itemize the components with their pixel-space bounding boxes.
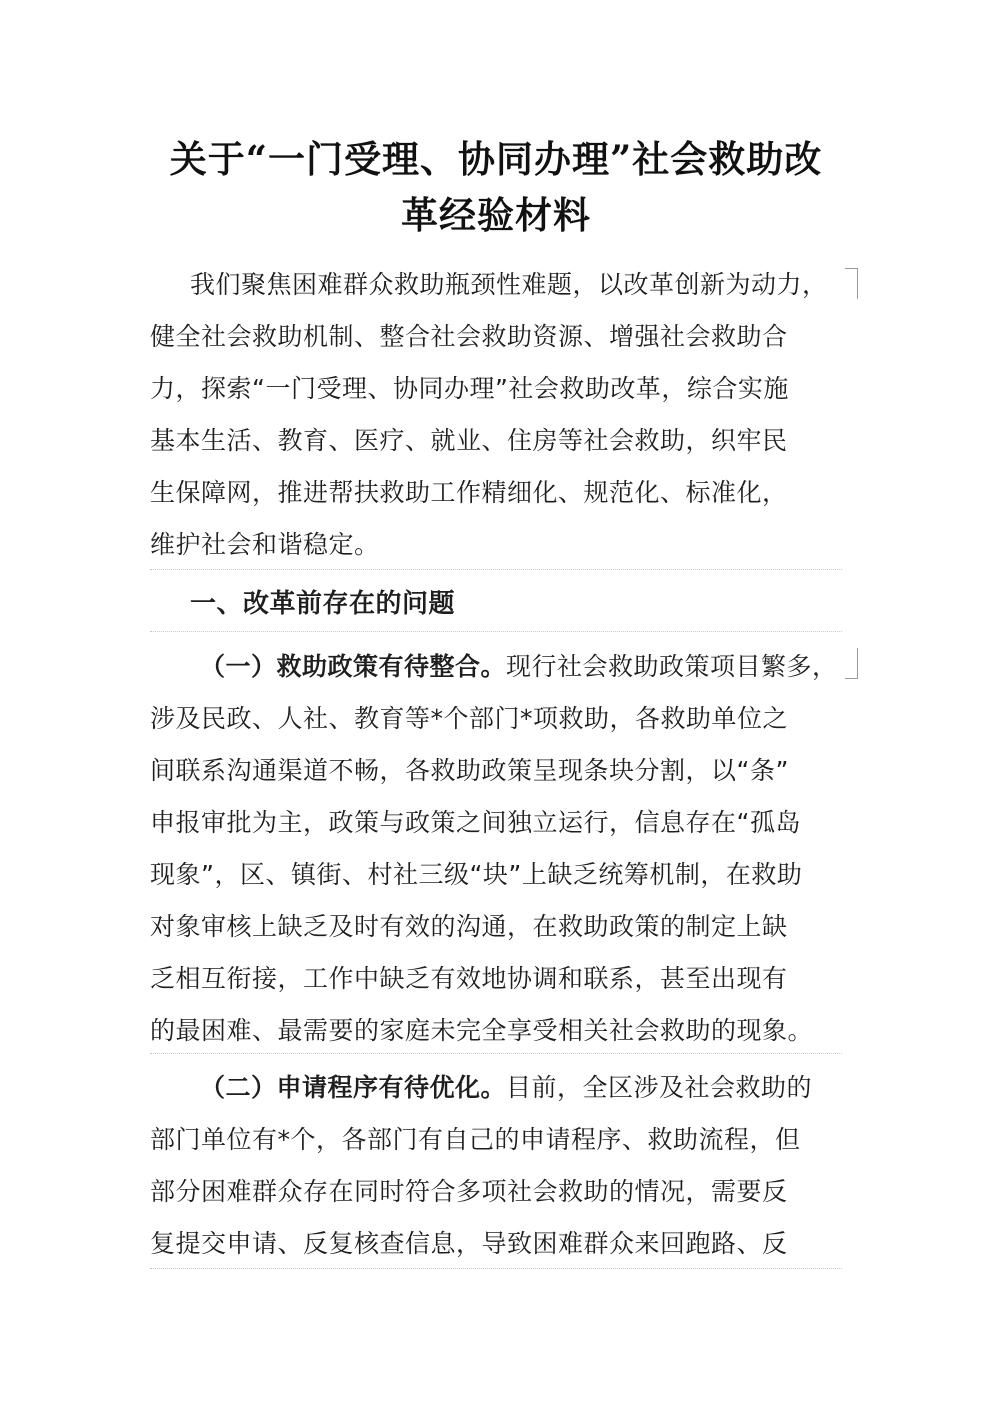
title-line-1: 关于“一门受理、协同办理”社会救助改 [169,137,823,181]
subsection-2-first-line [200,1062,812,1114]
intro-line-2: 健全社会救助机制、整合社会救助资源、增强社会救助合 [150,322,788,351]
paragraph-mark [845,648,858,679]
paragraph-mark [845,268,858,299]
subsection-2-line-3: 部分困难群众存在同时符合多项社会救助的情况，需要反 [150,1177,788,1206]
subsection-2-text: 目前，全区涉及社会救助的 [506,1073,813,1102]
subsection-1-line-7: 乏相互衔接，工作中缺乏有效地协调和联系，甚至出现有 [150,964,788,993]
subsection-1-line-8: 的最困难、最需要的家庭未完全享受相关社会救助的现象。 [150,1016,814,1045]
subsection-1-line-2: 涉及民政、人社、教育等*个部门*项救助，各救助单位之 [150,704,789,733]
subsection-1-line-6: 对象审核上缺乏及时有效的沟通，在救助政策的制定上缺 [150,912,788,941]
intro-line-5: 生保障网，推进帮扶救助工作精细化、规范化、标准化， [150,478,788,507]
title-line-2: 革经验材料 [401,193,591,237]
subsection-1-text: 现行社会救助政策项目繁多， [506,652,838,681]
intro-line-4: 基本生活、教育、医疗、就业、住房等社会救助，织牢民 [150,426,788,455]
section-heading: 一、改革前存在的问题 [190,589,456,619]
subsection-1-heading: （一）救助政策有待整合。 [200,652,507,681]
divider [150,1268,842,1269]
intro-line-6: 维护社会和谐稳定。 [150,530,380,559]
intro-line-1: 我们聚焦困难群众救助瓶颈性难题，以改革创新为动力， [190,270,828,299]
divider [150,1053,842,1054]
subsection-1-line-4: 申报审批为主，政策与政策之间独立运行，信息存在“孤岛 [150,808,801,837]
intro-line-3: 力，探索“一门受理、协同办理”社会救助改革，综合实施 [150,374,789,403]
subsection-2-heading: （二）申请程序有待优化。 [200,1073,507,1102]
subsection-2-line-2: 部门单位有*个，各部门有自己的申请程序、救助流程，但 [150,1125,801,1154]
divider [150,569,842,570]
document-title [150,131,842,243]
divider [150,631,842,632]
subsection-2-line-4: 复提交申请、反复核查信息，导致困难群众来回跑路、反 [150,1229,788,1258]
subsection-1-first-line [200,641,838,693]
subsection-1-line-3: 间联系沟通渠道不畅，各救助政策呈现条块分割，以“条” [150,756,789,785]
subsection-1-line-5: 现象”，区、镇街、村社三级“块”上缺乏统筹机制，在救助 [150,860,803,889]
